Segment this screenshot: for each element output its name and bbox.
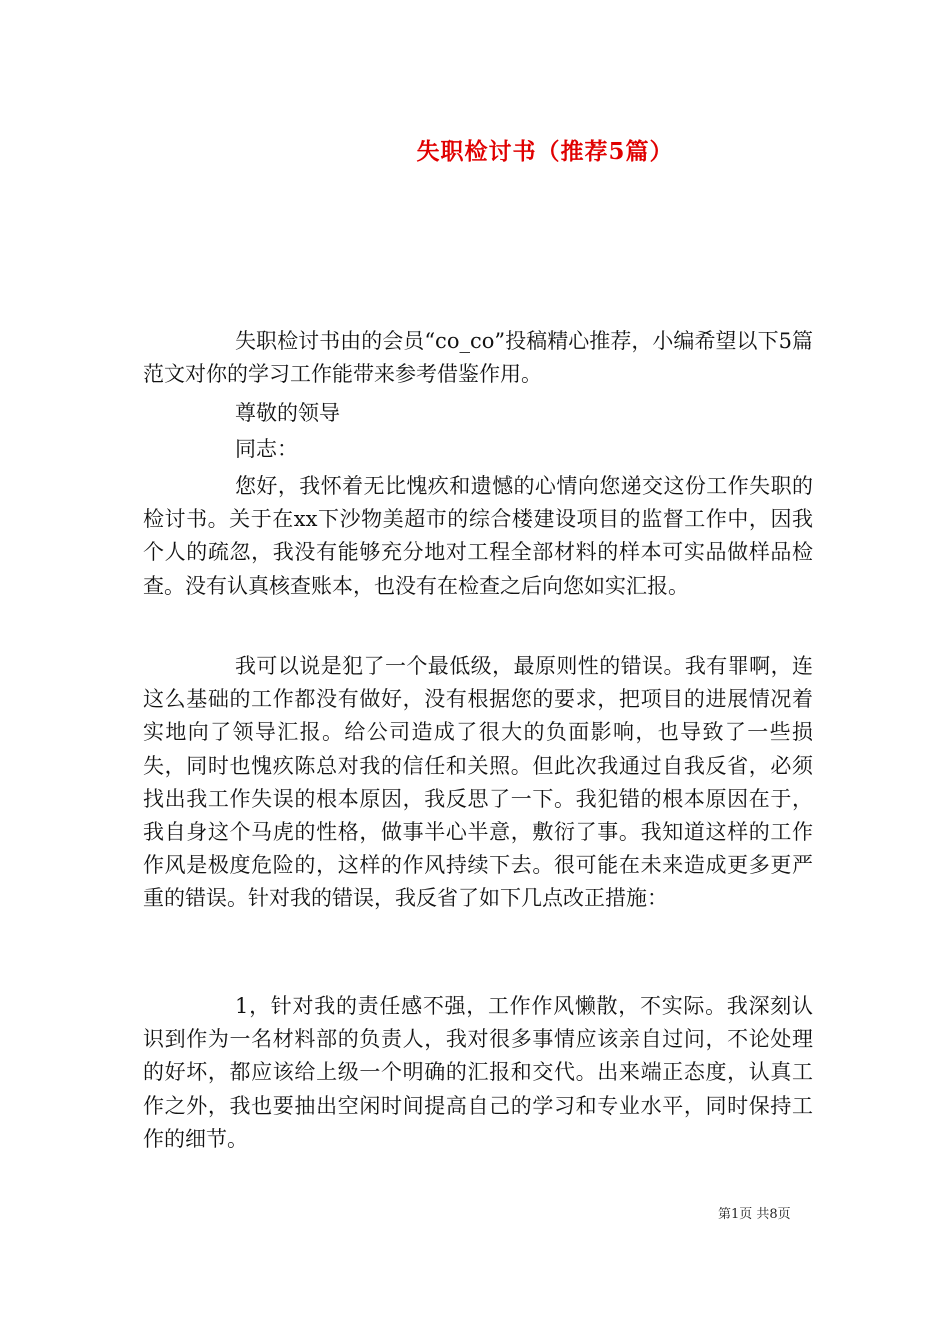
page-number: 第1页 共8页 (718, 1207, 791, 1222)
salutation-line-2: 同志： (235, 437, 298, 461)
document-title: 失职检讨书（推荐5篇） (416, 138, 674, 165)
body-paragraph-2: 我可以说是犯了一个最低级，最原则性的错误。我有罪啊，连这么基础的工作都没有做好，没有根据您的要求，把项目的进展情况着实地向了领导汇报。给公司造成了很大的负面影响，也导致了一些损失，同时也愧疚陈总对我的信任和关照。但此次我通过自我反省，必须找出我工作失误的根本原因，我反思了一下。我犯错的根本原因在于，我自身这个马虎的性格，做事半心半意，敷衍了事。我知道这样的工作作风是极度危险的，这样的作风持续下去。很可能在未来造成更多更严重的错误。针对我的错误，我反省了如下几点改正措施： (143, 654, 813, 911)
body-paragraph-1: 您好，我怀着无比愧疚和遗憾的心情向您递交这份工作失职的检讨书。关于在xx下沙物美超市的综合楼建设项目的监督工作中，因我个人的疏忽，我没有能够充分地对工程全部材料的样本可实品做样品检查。没有认真核查账本，也没有在检查之后向您如实汇报。 (143, 474, 813, 598)
intro-paragraph: 失职检讨书由的会员“co_co”投稿精心推荐，小编希望以下5篇范文对你的学习工作能带来参考借鉴作用。 (143, 329, 813, 387)
salutation-line-1: 尊敬的领导 (235, 401, 340, 425)
body-paragraph-3: 1，针对我的责任感不强，工作作风懒散，不实际。我深刻认识到作为一名材料部的负责人，我对很多事情应该亲自过问，不论处理的好坏，都应该给上级一个明确的汇报和交代。出来端正态度，认真工作之外，我也要抽出空闲时间提高自己的学习和专业水平，同时保持工作的细节。 (143, 994, 813, 1151)
